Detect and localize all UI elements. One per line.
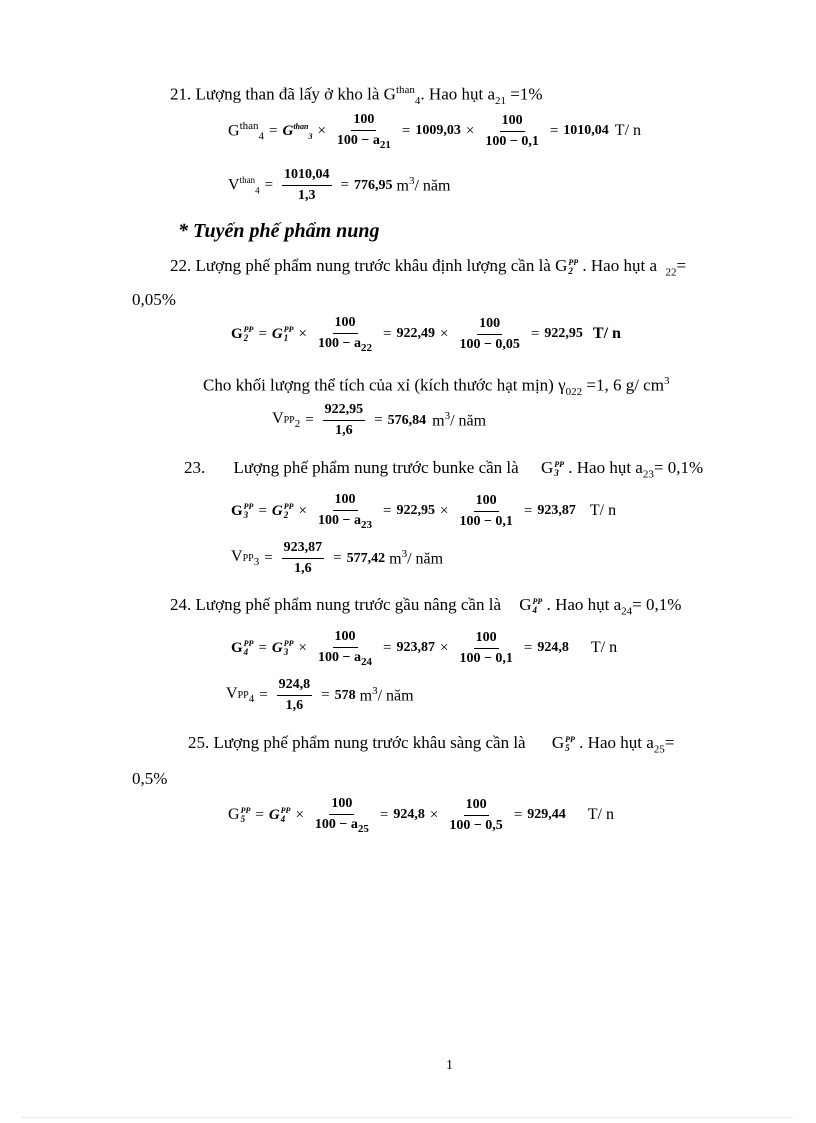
eq24-unit: T/ n [590,639,618,657]
item-21-text [170,84,543,107]
eq21v-lhs: $V^{than}_4$ [228,175,260,196]
eq22v-result: 576,84 [387,412,427,428]
item-23-equation-g: G PP 3 = G PP 2 × $\frac{100}{100 - a_{23}}$ = 922,95 × $\frac{100}{100 - 0,1}$ = 923,87 T/ n [231,492,617,531]
item-22-equation-g: G PP 2 = G PP 1 × $\frac{100}{100 - a_{22}}$ = 922,49 × $\frac{100}{100 - 0,05}$ = 922,95 T/ n [231,315,621,354]
item-21-text-end: =1% [506,84,543,104]
eq23-fraction-1: $\frac{100}{100 - a_{23}}$ [318,492,372,531]
eq25-g-symbol: G [268,806,280,823]
eq24v-lhs: $VPP_4$ [226,685,255,706]
item-24-equation-v: $VPP_4$ = $\frac{924,8}{1,6}$ = 578 $m^3/$ năm [226,677,414,713]
item-23-text: 23. Lượng phế phẩm nung trước bunke cần là G PP 3 . Hao hụt $a_{23}= 0,1\%$ [184,458,704,481]
eq23-fraction-2: $\frac{100}{100 - 0,1}$ [459,492,513,529]
eq22v-unit: $m^3/$ năm [432,410,487,430]
eq23-result: 923,87 [537,503,576,519]
eq24v-unit: $m^3/$ năm [359,685,414,705]
item-24-text: 24. Lượng phế phẩm nung trước gầu nâng cần là G PP 4 . Hao hụt $a_{24}= 0,1\%$ [170,595,682,618]
eq25-lhs: G [228,806,240,824]
item-21-sub: 4 [414,95,421,108]
item-22-text-end: = [676,256,687,275]
page-bottom-divider [22,1117,794,1118]
item-21-sup: than [395,84,415,96]
eq22-fraction-1: $\frac{100}{100 - a_{22}}$ [318,315,372,354]
eq22v-fraction: $\frac{922,95}{1,6}$ [324,402,364,438]
item-25-text-post: . Hao hụt a [579,733,654,752]
eq24-value-1: 923,87 [396,640,435,656]
item-22-note: Cho khối lượng thể tích của xỉ (kích thước hạt mịn) $\gamma_{022} =1$, 6 g/ $cm^3$ [203,375,670,399]
eq22-value-1: 922,49 [396,326,435,342]
item-22-text-post: . Hao hụt a [582,256,657,275]
item-25-text-cont: 0,5% [132,769,168,788]
item-21-equation-v: $V^{than}_4$ = $\frac{1010,04}{1,3}$ = 776,95 $m^3/$ năm [228,167,451,203]
eq22-unit: T/ n [592,325,621,343]
eq22-fraction-2: $\frac{100}{100 - 0,05}$ [459,315,520,352]
eq24v-fraction: $\frac{924,8}{1,6}$ [278,677,311,713]
item-24-equation-g: G PP 4 = G PP 3 × $\frac{100}{100 - a_{24}}$ = 923,87 × $\frac{100}{100 - 0,1}$ = 924,8 T/ n [231,629,618,668]
item-21-equation-g: $G^{than}_4$ = $G^{than}_3$ × $\frac{100}{100 - a_{21}}$ = 1009,03 × $\frac{100}{100 - 0,1}$ = 1010,04 T/ n [228,112,642,151]
eq21-fraction-1: $\frac{100}{100 - a_{21}}$ [336,112,391,151]
eq21-g-symbol: $G^{than}_3$ [282,121,313,141]
item-21-text-post: . Hao hụt a [420,84,496,104]
eq22-result: 922,95 [544,326,583,342]
eq24-fraction-1: $\frac{100}{100 - a_{24}}$ [318,629,372,668]
item-22-text-pre: 22. Lượng phế phẩm nung trước khâu định lượng cần là G [170,256,568,275]
pp-symbol: PP 2 [568,258,579,276]
item-25-text: 25. Lượng phế phẩm nung trước khâu sàng cần là G PP 5 . Hao hụt $a_{25}=$ [188,733,675,756]
eq21v-unit: $m^3/$ năm [396,175,451,195]
item-23-text-pre: Lượng phế phẩm nung trước bunke cần là [233,458,519,477]
eq23v-lhs: $VPP_3$ [231,548,260,569]
item-21-sub2: 21 [495,95,507,108]
eq23v-unit: $m^3/$ năm [389,548,444,568]
item-21-text-pre: 21. Lượng than đã lấy ở kho là G [170,84,396,104]
eq21-lhs: $G^{than}_4$ [228,120,265,143]
item-24-text-pre: 24. Lượng phế phẩm nung trước gầu nâng cần là [170,595,501,614]
eq21-unit: T/ n [614,122,642,140]
item-22-sub: 22 [665,266,677,279]
item-24-text-post: . Hao hụt a [546,595,622,614]
item-25-text-pre: 25. Lượng phế phẩm nung trước khâu sàng cần là [188,733,526,752]
eq25-result: 929,44 [527,807,566,823]
item-25-equation-g: G PP 5 = G PP 4 × $\frac{100}{100 - a_{25}}$ = 924,8 × $\frac{100}{100 - 0,5}$ = 929,44 T/ n [228,796,614,835]
item-22-text-cont: 0,05% [132,290,176,309]
eq24-lhs: G [231,639,243,656]
eq25-fraction-2: $\frac{100}{100 - 0,5}$ [449,796,503,833]
eq23-lhs: G [231,502,243,519]
eq23-g-symbol: G [271,502,283,519]
eq21-fraction-2: $\frac{100}{100 - 0,1}$ [485,112,539,149]
eq21v-fraction: $\frac{1010,04}{1,3}$ [284,167,330,203]
eq25-unit: T/ n [587,806,614,824]
item-23-number: 23. [184,458,206,477]
eq24-g-symbol: G [271,639,283,656]
eq23v-result: 577,42 [346,550,386,566]
eq24v-result: 578 [334,687,356,703]
eq21v-result: 776,95 [354,177,393,193]
item-23-text-post: . Hao hụt a [568,458,643,477]
eq24-result: 924,8 [537,640,569,656]
section-heading: * Tuyến phế phẩm nung [178,220,380,242]
item-23-equation-v: $VPP_3$ = $\frac{923,87}{1,6}$ = 577,42 $m^3/$ năm [231,540,444,576]
item-22-text [170,256,686,278]
eq23v-fraction: $\frac{923,87}{1,6}$ [283,540,323,576]
eq23-value-1: 922,95 [396,503,435,519]
eq21-value-1: 1009,03 [415,123,461,139]
eq25-fraction-1: $\frac{100}{100 - a_{25}}$ [314,796,369,835]
eq23-unit: T/ n [589,502,617,520]
eq21-result: 1010,04 [563,123,609,139]
item-22-equation-v: $VPP_2$ = $\frac{922,95}{1,6}$ = 576,84 $m^3/$ năm [272,402,487,438]
eq24-fraction-2: $\frac{100}{100 - 0,1}$ [459,629,513,666]
eq22v-lhs: $VPP_2$ [272,410,301,431]
eq22-g-symbol: G [271,325,283,342]
eq22-lhs: G [231,325,243,342]
page-number: 1 [446,1058,453,1073]
eq25-value-1: 924,8 [393,807,425,823]
